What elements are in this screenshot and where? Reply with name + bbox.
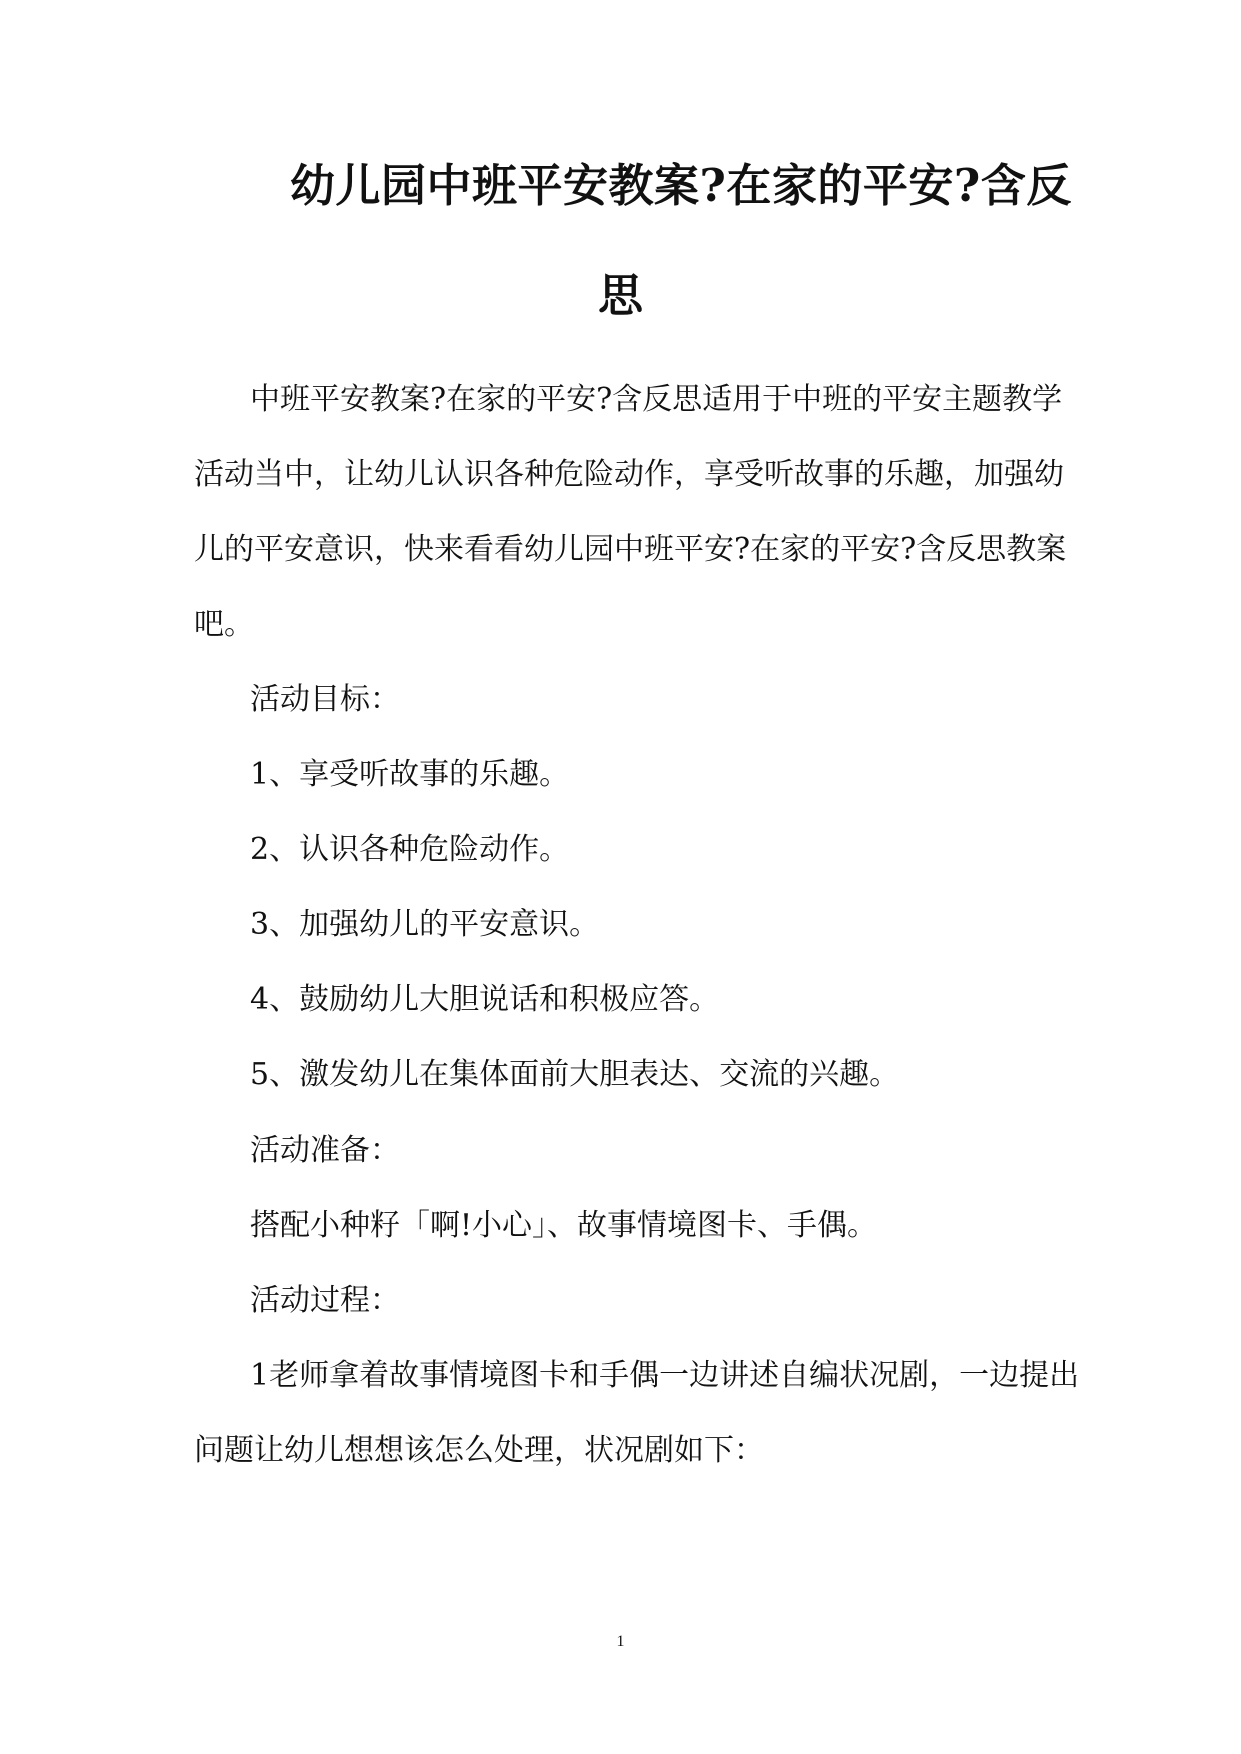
goal-item-4: 4、鼓励幼儿大胆说话和积极应答。 bbox=[250, 982, 720, 1017]
intro-line-4: 吧。 bbox=[194, 607, 254, 642]
document-title-line-1: 幼儿园中班平安教案?在家的平安?含反 bbox=[290, 159, 1072, 212]
process-line-1: 1老师拿着故事情境图卡和手偶一边讲述自编状况剧，一边提出 bbox=[250, 1358, 1080, 1393]
page-number: 1 bbox=[616, 1633, 625, 1650]
intro-line-1: 中班平安教案?在家的平安?含反思适用于中班的平安主题教学 bbox=[250, 382, 1063, 417]
process-line-2: 问题让幼儿想想该怎么处理，状况剧如下： bbox=[194, 1433, 764, 1468]
goals-heading: 活动目标： bbox=[250, 682, 400, 717]
goal-item-3: 3、加强幼儿的平安意识。 bbox=[250, 907, 600, 942]
prep-text: 搭配小种籽「啊!小心」、故事情境图卡、手偶。 bbox=[250, 1208, 878, 1243]
intro-line-2: 活动当中，让幼儿认识各种危险动作，享受听故事的乐趣，加强幼 bbox=[194, 457, 1064, 492]
goal-item-1: 1、享受听故事的乐趣。 bbox=[250, 757, 570, 792]
process-heading: 活动过程： bbox=[250, 1283, 400, 1318]
prep-heading: 活动准备： bbox=[250, 1133, 400, 1168]
intro-line-3: 儿的平安意识，快来看看幼儿园中班平安?在家的平安?含反思教案 bbox=[194, 532, 1067, 567]
goal-item-2: 2、认识各种危险动作。 bbox=[250, 832, 570, 867]
document-title-line-2: 思 bbox=[598, 269, 644, 322]
goal-item-5: 5、激发幼儿在集体面前大胆表达、交流的兴趣。 bbox=[250, 1057, 900, 1092]
